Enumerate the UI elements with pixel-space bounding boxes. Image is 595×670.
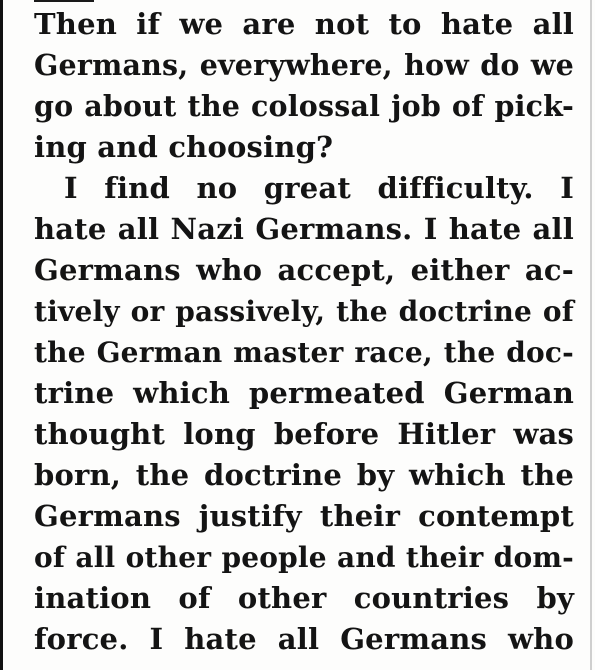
text-line: hate all Nazi Germans. I hate all [34,212,574,246]
clipped-text-fragment [34,0,94,2]
text-line: go about the colossal job of pick- [34,89,574,123]
text-line: Then if we are not to hate all [34,7,574,41]
text-line: Germans who accept, either ac- [34,253,574,287]
text-line: thought long before Hitler was [34,417,574,451]
paragraph-start-line: I find no great difficulty. I [64,171,574,205]
text-line: Germans justify their contempt [34,499,574,533]
text-line: tively or passively, the doctrine of [34,295,574,328]
text-line: the German master race, the doc- [34,336,574,369]
column-rule-left [0,0,3,670]
text-line: ination of other countries by [34,581,574,615]
text-line: force. I hate all Germans who [34,622,574,656]
column-rule-right [590,0,592,670]
text-line: Germans, everywhere, how do we [34,48,574,82]
text-line: ing and choosing? [34,130,334,164]
text-line: trine which permeated German [34,376,574,410]
text-line: of all other people and their dom- [34,541,574,574]
text-line: born, the doctrine by which the [34,458,574,492]
